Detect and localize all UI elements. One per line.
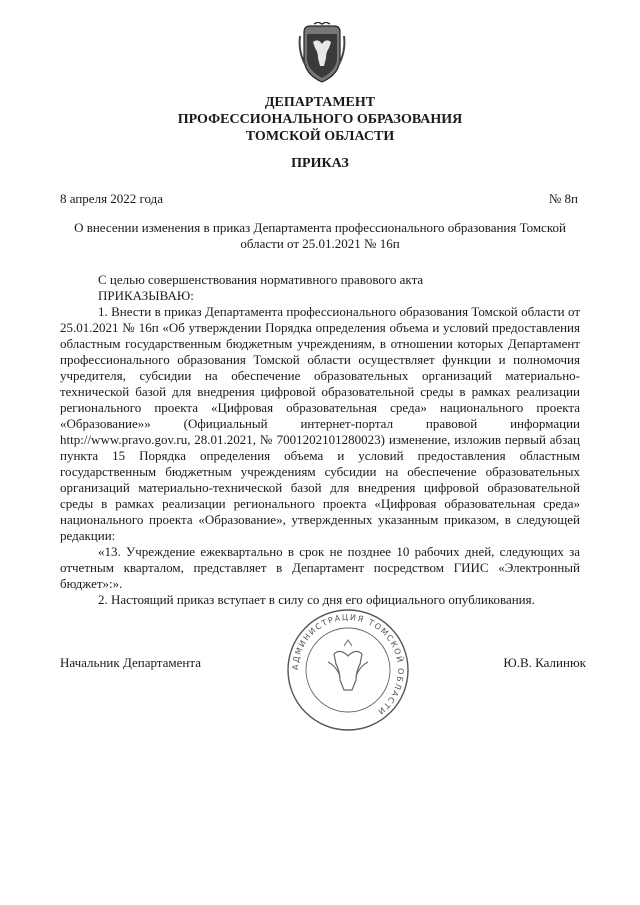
order-number: № 8п (548, 191, 578, 206)
order-body (60, 272, 580, 608)
department-header (0, 94, 640, 145)
signatory-position: Начальник Департамента (60, 655, 201, 670)
order-title: ПРИКАЗ (291, 156, 349, 171)
header-line-3: ТОМСКОЙ ОБЛАСТИ (245, 129, 395, 144)
paragraph-quote: «13. Учреждение ежеквартально в срок не позднее 10 рабочих дней, следующих за отчетным кварталом, представляет в Департамент посредством ГИИС «Электронный бюджет»:». (60, 544, 580, 591)
order-date: 8 апреля 2022 года (60, 191, 164, 206)
paragraph-item-1: 1. Внести в приказ Департамента профессионального образования Томской области от 25.01.2021 № 16п «Об утверждении Порядка определения объема и условий предоставления областным государственным бюджетным учреждениям, в отношении которых Департамент профессионального образования Томской области осуществляет функции и полномочия учредителя, субсидии на обеспечение образовательных организаций материально-технической базой для внедрения цифровой образовательной среды в рамках реализации регионального проекта «Цифровая образовательная среда» национального проекта «Образование»» (Официальный интернет-портал правовой информации http://www.pravo.gov.ru, 28.01.2021, № 7001202101280023) изменение, изложив первый абзац пункта 15 Порядка определения объема и условий предоставления областным государственным бюджетным учреждениям субсидии на обеспечение образовательных организаций материально-технической базой для внедрения цифровой образовательной среды в рамках реализации регионального проекта «Цифровая образовательная среда» национального проекта «Образование», утвержденных указанным приказом, в следующей редакции: (60, 304, 580, 543)
seal-text: АДМИНИСТРАЦИЯ ТОМСКОЙ ОБЛАСТИ (290, 612, 406, 717)
tomsk-coat-of-arms-icon (296, 22, 348, 84)
signatory-name: Ю.В. Калинюк (503, 655, 586, 670)
order-subject: О внесении изменения в приказ Департамента профессионального образования Томской области от 25.01.2021 № 16п (74, 220, 566, 251)
paragraph-purpose: С целью совершенствования нормативного правового акта (98, 272, 424, 287)
header-line-2: ПРОФЕССИОНАЛЬНОГО ОБРАЗОВАНИЯ (177, 112, 463, 127)
header-line-1: ДЕПАРТАМЕНТ (264, 95, 376, 110)
paragraph-order-word: ПРИКАЗЫВАЮ: (98, 288, 194, 303)
paragraph-item-2: 2. Настоящий приказ вступает в силу со дня его официального опубликования. (98, 592, 535, 607)
official-seal-icon (284, 606, 412, 734)
